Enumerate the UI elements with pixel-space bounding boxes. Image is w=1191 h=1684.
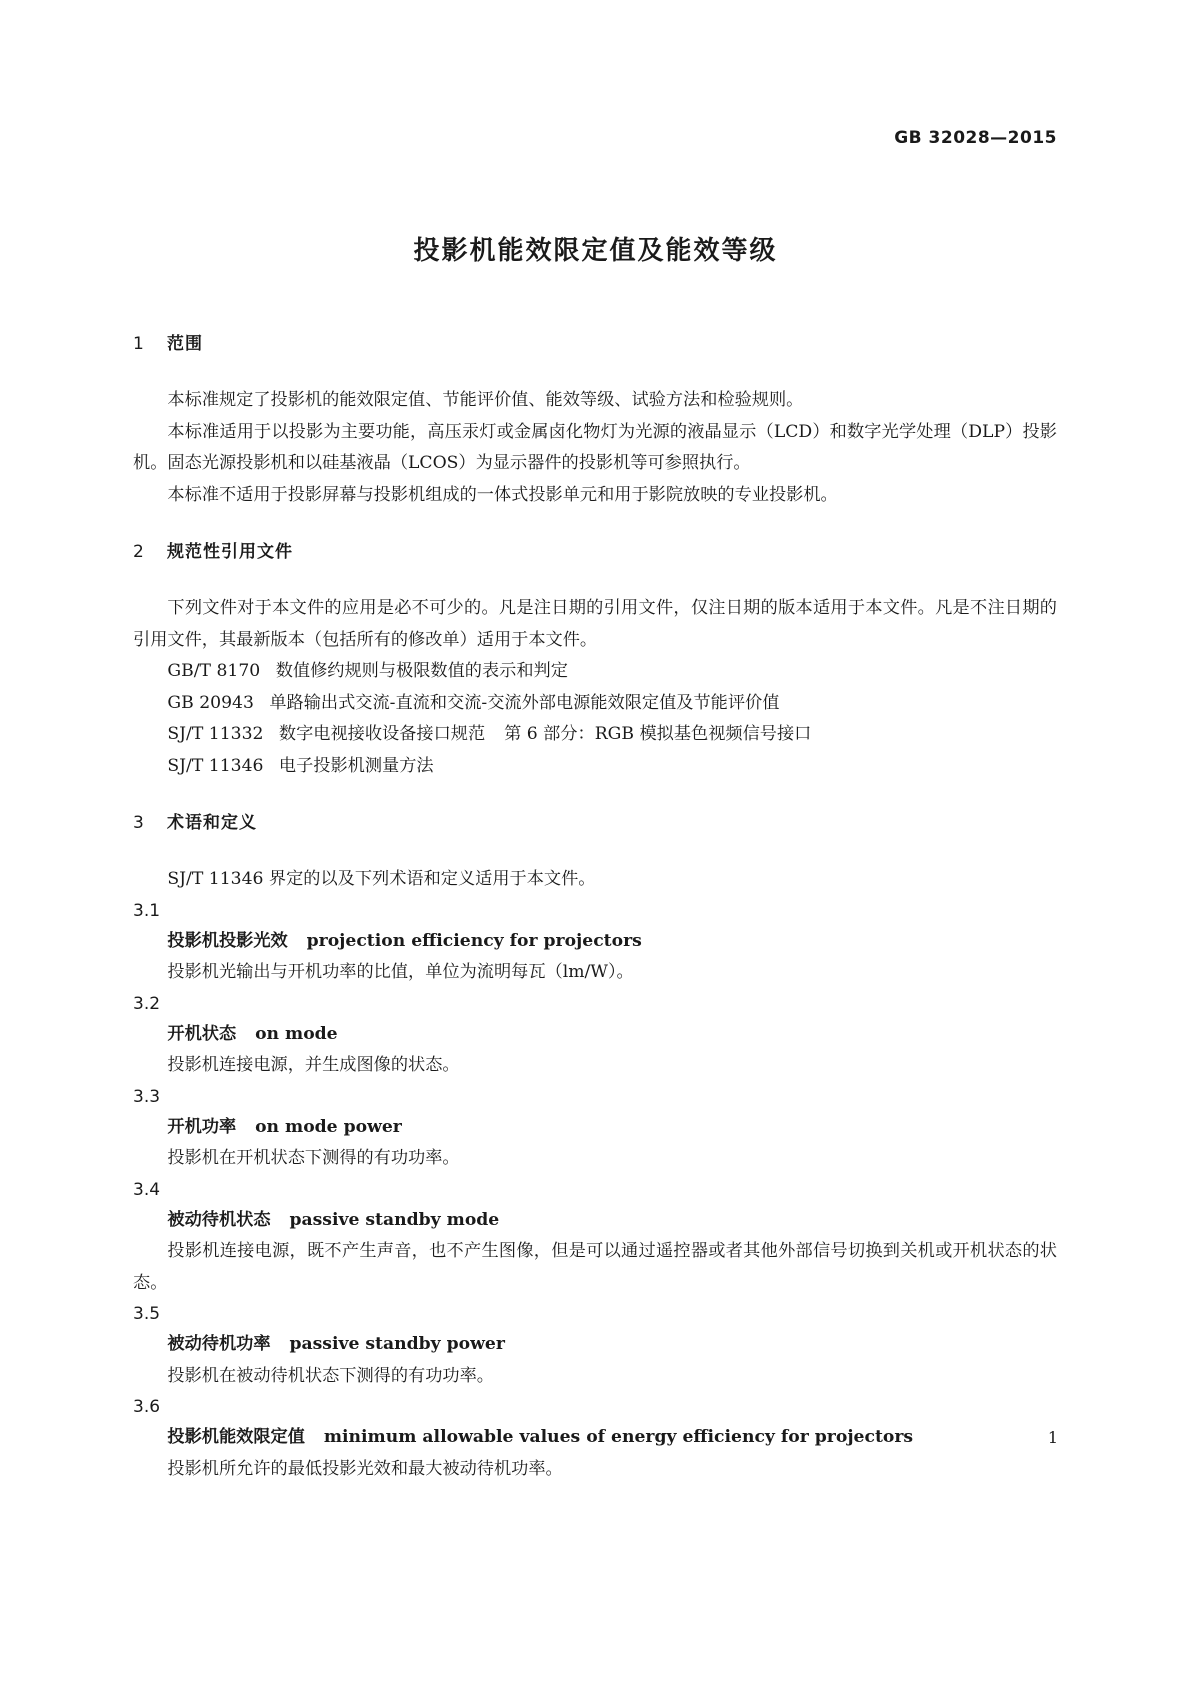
references-intro: 下列文件对于本文件的应用是必不可少的。凡是注日期的引用文件，仅注日期的版本适用于本文件。凡是不注日期的引用文件，其最新版本（包括所有的修改单）适用于本文件。 — [133, 598, 1057, 650]
reference-code: GB/T 8170 — [167, 661, 261, 681]
document-body — [133, 329, 1057, 1485]
reference-item — [133, 688, 1057, 720]
reference-item — [133, 656, 1057, 688]
term-clause — [133, 1175, 1057, 1300]
term-definition: 投影机在开机状态下测得的有功功率。 — [167, 1148, 460, 1168]
term-english: projection efficiency for projectors — [306, 930, 642, 951]
scope-paragraph: 本标准规定了投影机的能效限定值、节能评价值、能效等级、试验方法和检验规则。 — [167, 390, 804, 410]
term-clause — [133, 1082, 1057, 1175]
clause-number: 3.3 — [133, 1086, 161, 1107]
term-heading — [133, 1422, 1057, 1454]
section-title: 规范性引用文件 — [167, 542, 293, 562]
scope-paragraph: 本标准不适用于投影屏幕与投影机组成的一体式投影单元和用于影院放映的专业投影机。 — [167, 484, 838, 505]
term-chinese: 开机功率 — [167, 1116, 237, 1137]
term-chinese: 投影机能效限定值 — [167, 1427, 305, 1447]
reference-item — [133, 751, 1057, 783]
reference-item — [133, 719, 1057, 751]
section-number: 2 — [133, 542, 144, 562]
terms-intro: SJ/T 11346 界定的以及下列术语和定义适用于本文件。 — [167, 869, 596, 889]
reference-title: 数值修约规则与极限数值的表示和判定 — [275, 661, 568, 681]
section-number: 3 — [133, 813, 144, 833]
term-definition: 投影机在被动待机状态下测得的有功功率。 — [167, 1365, 494, 1386]
term-chinese: 被动待机状态 — [167, 1209, 271, 1230]
term-english: passive standby mode — [289, 1209, 500, 1230]
section-heading-terms — [133, 808, 1057, 838]
term-definition: 投影机连接电源，既不产生声音，也不产生图像，但是可以通过遥控器或者其他外部信号切换到关机或开机状态的状态。 — [133, 1241, 1057, 1293]
term-chinese: 开机状态 — [167, 1023, 237, 1044]
clause-number: 3.4 — [133, 1179, 161, 1200]
term-chinese: 被动待机功率 — [167, 1334, 271, 1354]
reference-part: 第 6 部分：RGB 模拟基色视频信号接口 — [504, 724, 812, 744]
term-english: on mode power — [255, 1116, 402, 1137]
clause-number: 3.5 — [133, 1304, 161, 1324]
page-number: 1 — [1047, 1428, 1058, 1447]
term-heading — [133, 926, 1057, 958]
standard-code: GB 32028—2015 — [894, 128, 1057, 148]
reference-code: GB 20943 — [167, 692, 254, 713]
term-clause — [133, 1392, 1057, 1485]
reference-code: SJ/T 11332 — [167, 724, 264, 744]
reference-title: 数字电视接收设备接口规范 — [278, 724, 486, 744]
term-english: passive standby power — [289, 1334, 505, 1354]
term-definition: 投影机光输出与开机功率的比值，单位为流明每瓦（lm/W）。 — [167, 962, 634, 982]
clause-number: 3.6 — [133, 1397, 161, 1417]
section-title: 术语和定义 — [167, 813, 257, 833]
term-definition: 投影机连接电源，并生成图像的状态。 — [167, 1055, 460, 1075]
section-title: 范围 — [167, 334, 203, 354]
clause-number: 3.2 — [133, 993, 161, 1014]
term-clause — [133, 896, 1057, 989]
reference-code: SJ/T 11346 — [167, 755, 264, 776]
term-definition: 投影机所允许的最低投影光效和最大被动待机功率。 — [167, 1458, 563, 1479]
reference-title: 电子投影机测量方法 — [278, 755, 434, 776]
section-number: 1 — [133, 334, 144, 354]
term-heading — [133, 1112, 1057, 1144]
clause-number: 3.1 — [133, 900, 161, 921]
section-heading-references — [133, 537, 1057, 567]
term-clause — [133, 989, 1057, 1082]
term-heading — [133, 1019, 1057, 1051]
section-heading-scope — [133, 329, 1057, 359]
term-chinese: 投影机投影光效 — [167, 930, 288, 951]
reference-title: 单路输出式交流-直流和交流-交流外部电源能效限定值及节能评价值 — [269, 692, 780, 713]
term-heading — [133, 1329, 1057, 1361]
term-clause — [133, 1299, 1057, 1392]
term-english: on mode — [255, 1023, 338, 1044]
scope-paragraph: 本标准适用于以投影为主要功能，高压汞灯或金属卤化物灯为光源的液晶显示（LCD）和数字光学处理（DLP）投影机。固态光源投影机和以硅基液晶（LCOS）为显示器件的投影机等可参照执行。 — [133, 421, 1057, 473]
term-english: minimum allowable values of energy efficiency for projectors — [323, 1427, 914, 1447]
document-title: 投影机能效限定值及能效等级 — [413, 236, 778, 266]
term-heading — [133, 1205, 1057, 1237]
